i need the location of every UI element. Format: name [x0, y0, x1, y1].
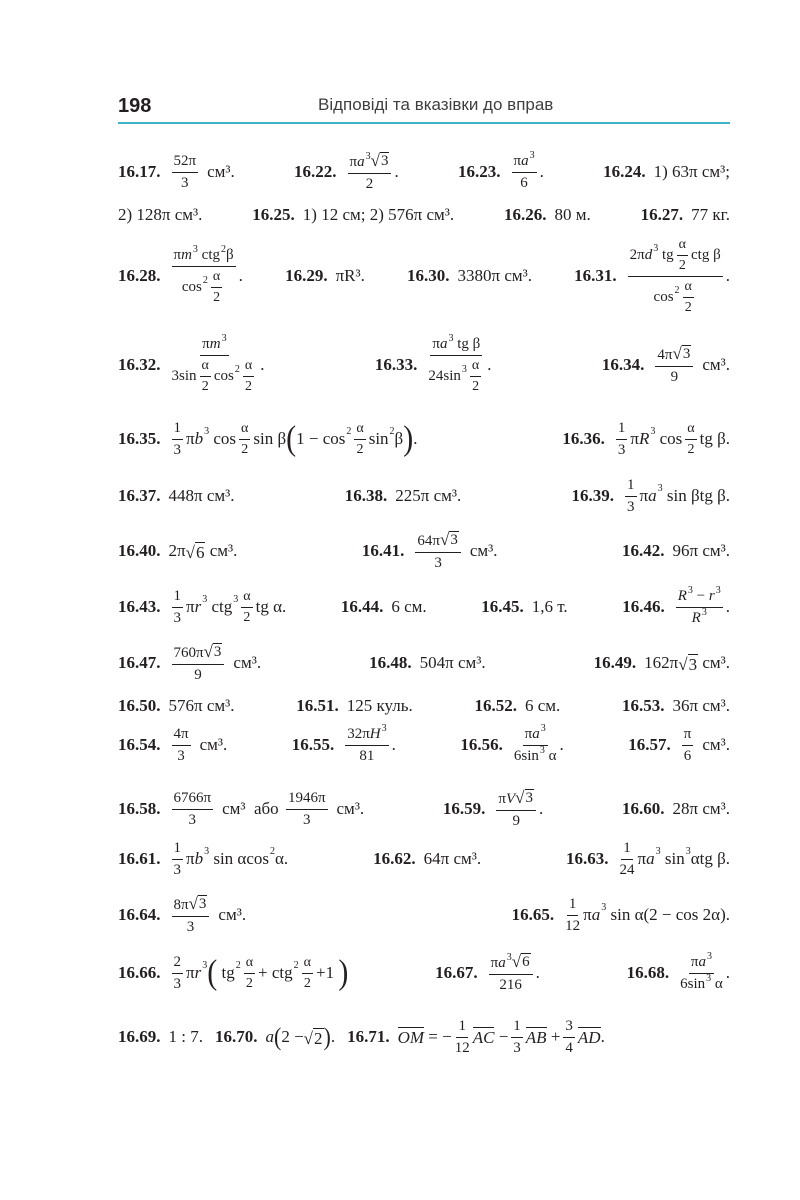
- answer-16-47: 16.47. 760π √ 3 9 см³.: [118, 642, 262, 683]
- answer-16-22: 16.22. $\pi a^3$ √ 3 2 .: [294, 151, 399, 192]
- answer-16-65: 16.65. $\frac{1}{12}$ π a 3 sin α(2 − cos 2α).: [511, 895, 730, 934]
- answer-16-31: 16.31. $2\pi d^3$ tg $\frac{\alpha}{2}$ ctg β $\cos^2$ $\frac{\alpha}{2}$ .: [574, 236, 730, 315]
- answer-16-29: 16.29. πR³.: [285, 266, 365, 285]
- answer-16-71: 16.71. OM = − $\frac{1}{12}$ AC − $\frac{1}{3}$ AB + $\frac{3}{4}$ AD .: [347, 1017, 605, 1056]
- answer-16-69: 16.69. 1 : 7.: [118, 1027, 203, 1046]
- answer-row: [118, 528, 730, 574]
- answer-16-68: 16.68. $\frac{\pi a^3}{6\sin^3 \alpha}$ .: [626, 950, 730, 992]
- answer-16-61: 16.61. $\frac{1}{3}$ π b 3 sin αcos 2 α.: [118, 839, 289, 878]
- page-number: 198: [118, 95, 152, 117]
- answer-16-34: 16.34. 4π √ 3 9 см³.: [601, 344, 730, 385]
- answer-16-44: 16.44. 6 см.: [340, 597, 427, 616]
- answer-16-35: 16.35. $\frac{1}{3}$ π b 3 cos $\frac{\alpha}{2}$ sin β ( 1 − cos 2 $\frac{\alpha}{2}$ sin 2 β ) .: [118, 419, 418, 458]
- answer-16-30: 16.30. 3380π см³.: [407, 266, 532, 285]
- answer-16-64: 16.64. 8π √ 3 3 см³.: [118, 894, 247, 935]
- answer-16-38: 16.38. 225π см³.: [344, 486, 462, 505]
- answer-row: [118, 474, 730, 518]
- answer-row: [118, 948, 730, 998]
- answer-16-45: 16.45. 1,6 т.: [481, 597, 568, 616]
- answer-16-66: 16.66. $\frac{2}{3}$ π r 3 ( tg 2 $\frac{\alpha}{2}$ + ctg 2 $\frac{\alpha}{2}$ +1 ): [118, 953, 349, 992]
- answer-16-46: 16.46. $\frac{R^3 - r^3}{R^3}$ .: [622, 584, 730, 626]
- answer-16-60: 16.60. 28π см³.: [622, 799, 730, 818]
- header-rule: [118, 122, 730, 124]
- answer-16-41: 16.41. 64π √ 3 3 см³.: [361, 530, 498, 571]
- answer-16-32: 16.32. $\pi m^3$ 3sin $\frac{\alpha}{2}$ $\cos^2$ $\frac{\alpha}{2}$ .: [118, 332, 265, 394]
- answer-16-52: 16.52. 6 см.: [474, 696, 561, 715]
- answer-16-54: 16.54. $\frac{4\pi}{3}$ см³.: [118, 725, 228, 764]
- answer-16-48: 16.48. 504π см³.: [369, 653, 486, 672]
- answer-16-50: 16.50. 576π см³.: [118, 696, 235, 715]
- answer-16-63: 16.63. $\frac{1}{24}$ π a 3 sin 3 αtg β.: [566, 839, 730, 878]
- answer-16-23: 16.23. $\frac{\pi a^3}{6}$ .: [458, 149, 544, 191]
- answer-16-62: 16.62. 64π см³.: [373, 849, 482, 868]
- answer-16-51: 16.51. 125 куль.: [296, 696, 413, 715]
- answer-16-39: 16.39. $\frac{1}{3}$ π a 3 sin βtg β.: [571, 476, 730, 515]
- answer-16-58: 16.58. $\frac{6766\pi}{3}$ см³ або $\frac{1946\pi}{3}$ см³.: [118, 789, 365, 828]
- answer-row: [118, 584, 730, 630]
- answer-16-24: 16.24. 1) 63π см³;: [603, 162, 730, 181]
- answer-row: [118, 786, 730, 832]
- page-header: [118, 92, 730, 124]
- answer-row: [118, 892, 730, 938]
- answer-16-26: 16.26. 80 м.: [504, 205, 591, 224]
- answer-row: [118, 236, 730, 315]
- answer-16-25: 16.25. 1) 12 см; 2) 576π см³.: [252, 205, 455, 224]
- answer-row: 2) 128π см³. 16.25. 1) 12 см; 2) 576π см³. 16.26. 80 м. 16.27. 77 кг.: [118, 205, 730, 224]
- answer-row: [118, 722, 730, 768]
- answer-16-70: 16.70. a ( 2 − √ 2 ) .: [214, 1022, 336, 1051]
- running-head: Відповіді та вказівки до вправ: [318, 95, 554, 114]
- answer-16-43: 16.43. $\frac{1}{3}$ π r 3 ctg 3 $\frac{\alpha}{2}$ tg α.: [118, 587, 287, 626]
- answer-row: [118, 836, 730, 882]
- answer-16-37: 16.37. 448π см³.: [118, 486, 235, 505]
- answer-16-49: 16.49. 162π √ 3 см³.: [593, 653, 730, 674]
- answer-row: [118, 416, 730, 462]
- answer-row: [118, 150, 730, 194]
- answer-16-59: 16.59. πV √ 3 9 .: [442, 788, 544, 829]
- answer-row: [118, 640, 730, 686]
- answer-row: [118, 695, 730, 717]
- answer-16-67: 16.67. $\pi a^3$ √ 6 216 .: [435, 952, 540, 993]
- answer-16-42: 16.42. 96π см³.: [622, 541, 730, 560]
- answer-16-33: 16.33. $\pi a^3$ tg β $24\sin^3$ $\frac{\alpha}{2}$ .: [374, 332, 492, 394]
- answer-16-56: 16.56. $\frac{\pi a^3}{6\sin^3 \alpha}$ .: [460, 722, 564, 764]
- answer-16-27: 16.27. 77 кг.: [640, 205, 730, 224]
- answer-16-53: 16.53. 36π см³.: [622, 696, 730, 715]
- answer-16-17: 16.17. $\frac{52\pi}{3}$ см³.: [118, 152, 235, 191]
- answer-row: [118, 330, 730, 400]
- answer-16-36: 16.36. $\frac{1}{3}$ π R 3 cos $\frac{\alpha}{2}$ tg β.: [562, 419, 730, 458]
- answer-row: [118, 1012, 730, 1062]
- answer-16-40: 16.40. 2π √ 6 см³.: [118, 541, 238, 562]
- answer-16-55: 16.55. $\frac{32\pi H^3}{81}$ .: [291, 722, 396, 764]
- answer-16-28: 16.28. $\pi m^3$ ctg$^2$β $\cos^2$ $\frac{\alpha}{2}$ .: [118, 243, 243, 305]
- answer-16-57: 16.57. $\frac{\pi}{6}$ см³.: [628, 725, 730, 764]
